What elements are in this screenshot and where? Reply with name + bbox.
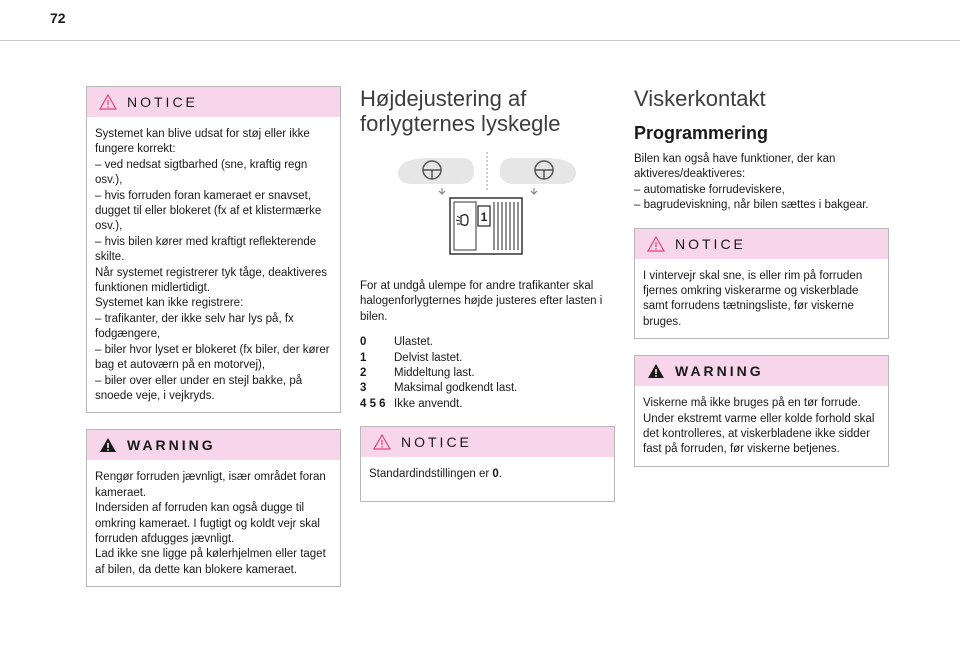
notice-warning-triangle-icon (99, 94, 117, 110)
headlamp-adjuster-illustration (360, 150, 615, 260)
load-level-label: Ulastet. (394, 336, 433, 349)
header-divider (0, 40, 960, 41)
subheading-programming: Programmering (634, 123, 769, 143)
warning-box (634, 355, 889, 467)
page-number: 72 (50, 10, 66, 26)
notice-box (634, 228, 889, 340)
wiper-intro-text: Bilen kan også have funktioner, der kan aktiveres/deaktiveres: – automatiske forrudeviskere, – bagrudeviskning, når bilen sættes i bakgear. (634, 153, 869, 212)
load-level-item (360, 397, 615, 412)
load-level-item (360, 381, 615, 396)
load-level-label: Maksimal godkendt last. (394, 382, 518, 395)
notice-header (87, 87, 340, 117)
default-setting-value: 0 (492, 468, 499, 481)
column-left (86, 86, 341, 603)
notice-title: NOTICE (401, 434, 472, 451)
dial-value-label: 1 (480, 210, 488, 224)
notice-box (360, 426, 615, 501)
notice-warning-triangle-icon (373, 434, 391, 450)
notice-text: Systemet kan blive udsat for støj eller ikke fungere korrekt: – ved nedsat sigtbarhed (sne, kraftig regn osv.), – hvis forruden foran kameraet er snavset, dugget til eller blokeret (fx af et klistermærke osv.), – hvis bilen kører med kraftigt reflekterende skilte. Når systemet registrerer tyk tåge, deaktiveres funktionen midlertidigt. Systemet kan ikke registrere: – trafikanter, der ikke selv har lys på, fx fodgængere, – biler hvor lyset er blokeret (fx biler, der kører bag et autoværn på en motorvej), – biler over eller under en stejl bakke, på snoede veje, i vejkryds. (95, 128, 330, 402)
headlamp-intro-text: For at undgå ulempe for andre trafikanter skal halogenforlygternes højde justeres efter lasten i bilen. (360, 280, 603, 323)
notice-header (361, 427, 614, 457)
load-level-key: 2 (360, 367, 367, 380)
section-heading-wipers: Viskerkontakt (634, 86, 766, 111)
headlamp-dial-icon (450, 198, 522, 254)
column-middle (360, 86, 615, 518)
load-level-key: 0 (360, 336, 367, 349)
load-level-label: Delvist lastet. (394, 351, 463, 364)
notice-box (86, 86, 341, 413)
notice-text-suffix: . (498, 468, 502, 481)
load-level-item (360, 351, 615, 366)
warning-title: WARNING (675, 363, 764, 380)
load-level-list (360, 335, 615, 412)
load-level-item (360, 335, 615, 350)
notice-text: I vintervejr skal sne, is eller rim på forruden fjernes omkring viskerarme og viskerblade samt forrudens tætningsliste, før viskerne bruges. (643, 269, 863, 328)
warning-triangle-icon (647, 363, 665, 379)
section-heading-headlamp: Højdejustering af forlygternes lyskegle (360, 86, 561, 136)
notice-text (361, 457, 614, 500)
notice-title: NOTICE (127, 94, 198, 110)
warning-triangle-icon (99, 437, 117, 453)
load-level-key: 3 (360, 382, 367, 395)
column-right (634, 86, 889, 483)
load-level-label: Middeltung last. (394, 367, 475, 380)
warning-text: Rengør forruden jævnligt, især området foran kameraet. Indersiden af forruden kan også dugge til omkring kameraet. I fugtigt og koldt vejr skal forruden afdugges jævnligt. Lad ikke sne ligge på kølerhjelmen eller taget af bilen, da dette kan blokere kameraet. (95, 471, 326, 576)
load-level-key: 4 5 6 (360, 397, 386, 410)
warning-text: Viskerne må ikke bruges på en tør forrude. Under ekstremt varme eller kolde forhold skal det kontrolleres, at viskerbladene ikke sidder fast på forruden, før viskerne betjenes. (643, 397, 875, 456)
warning-header (635, 356, 888, 386)
car-unloaded-icon (398, 158, 474, 194)
warning-box (86, 429, 341, 587)
load-level-item (360, 366, 615, 381)
car-loaded-icon (500, 158, 576, 194)
warning-title: WARNING (127, 437, 216, 454)
warning-header (87, 430, 340, 460)
load-level-key: 1 (360, 351, 367, 364)
notice-warning-triangle-icon (647, 236, 665, 252)
load-level-label: Ikke anvendt. (394, 397, 463, 410)
notice-text-prefix: Standardindstillingen er (369, 468, 493, 481)
notice-header (635, 229, 888, 259)
notice-title: NOTICE (675, 235, 746, 252)
